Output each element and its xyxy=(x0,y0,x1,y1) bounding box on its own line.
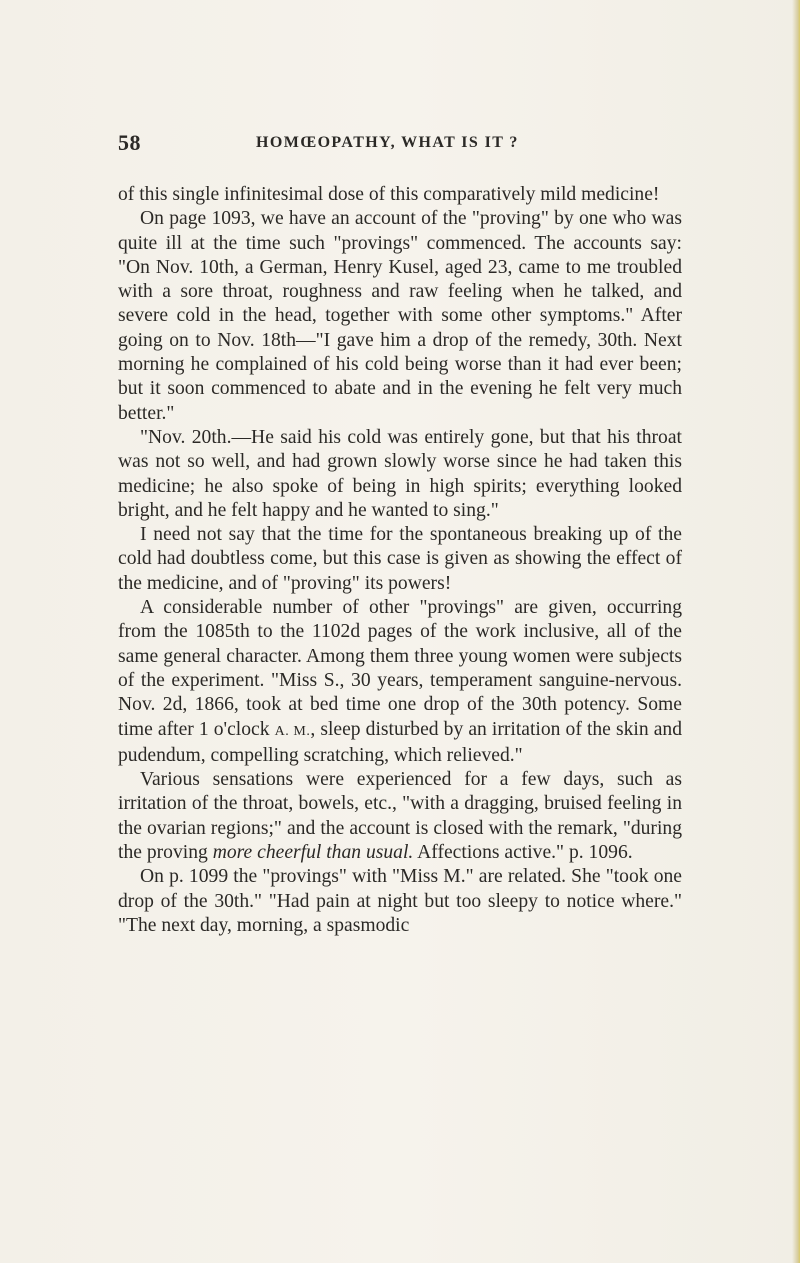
page-edge xyxy=(792,0,800,1263)
body-text xyxy=(118,183,682,938)
running-title: HOMŒOPATHY, WHAT IS IT ? xyxy=(256,134,519,151)
paragraph-6-text-b: Affections active." p. 1096. xyxy=(413,842,633,864)
paragraph-6-text-a: Various sensations were experienced for a few days, such as irritation of the throat, bowels, etc., "with a dragging, bruised feeling in the ovarian regions;" and the account is closed with the remark, "during the proving xyxy=(118,769,682,864)
paragraph-7: On p. 1099 the "provings" with "Miss M." are related. She "took one drop of the 30th." "Had pain at night but too sleepy to notice where." "The next day, morning, a spasmodic xyxy=(118,866,682,936)
page-number: 58 xyxy=(118,130,141,155)
paragraph-5 xyxy=(118,596,682,768)
paragraph-6 xyxy=(118,768,682,865)
paragraph-5-time-abbrev: A. M. xyxy=(274,723,311,739)
paragraph-5-text-a: A considerable number of other "provings" are given, occurring from the 1085th to the 1102d pages of the work inclusive, all of the same general character. Among them three young women were subjects of the experiment. "Miss S., 30 years, temperament sanguine-nervous. Nov. 2d, 1866, took at bed time one drop of the 30th potency. Some time after 1 o'clock xyxy=(118,597,682,740)
paragraph-6-italic: more cheerful than usual. xyxy=(212,842,414,864)
paragraph-1: of this single infinitesimal dose of this comparatively mild medicine! xyxy=(118,184,660,205)
paragraph-4: I need not say that the time for the spontaneous breaking up of the cold had doubtless come, but this case is given as showing the effect of the medicine, and of "proving" its powers! xyxy=(118,524,682,594)
paragraph-3: "Nov. 20th.—He said his cold was entirely gone, but that his throat was not so well, and had grown slowly worse since he had taken this medicine; he also spoke of being in high spirits; everything looked bright, and he felt happy and he wanted to sing." xyxy=(118,426,682,521)
running-head xyxy=(118,130,678,156)
paragraph-5-text-b: , sleep disturbed by an irritation of the skin and pudendum, compelling scratching, which relieved." xyxy=(118,718,682,766)
paragraph-2: On page 1093, we have an account of the "proving" by one who was quite ill at the time such "provings" commenced. The accounts say: "On Nov. 10th, a German, Henry Kusel, aged 23, came to me troubled with a sore throat, roughness and raw feeling when he talked, and severe cold in the head, together with some other symptoms." After going on to Nov. 18th—"I gave him a drop of the remedy, 30th. Next morning he complained of his cold being worse than it had ever been; but it soon commenced to abate and in the evening he felt very much better." xyxy=(118,208,682,424)
